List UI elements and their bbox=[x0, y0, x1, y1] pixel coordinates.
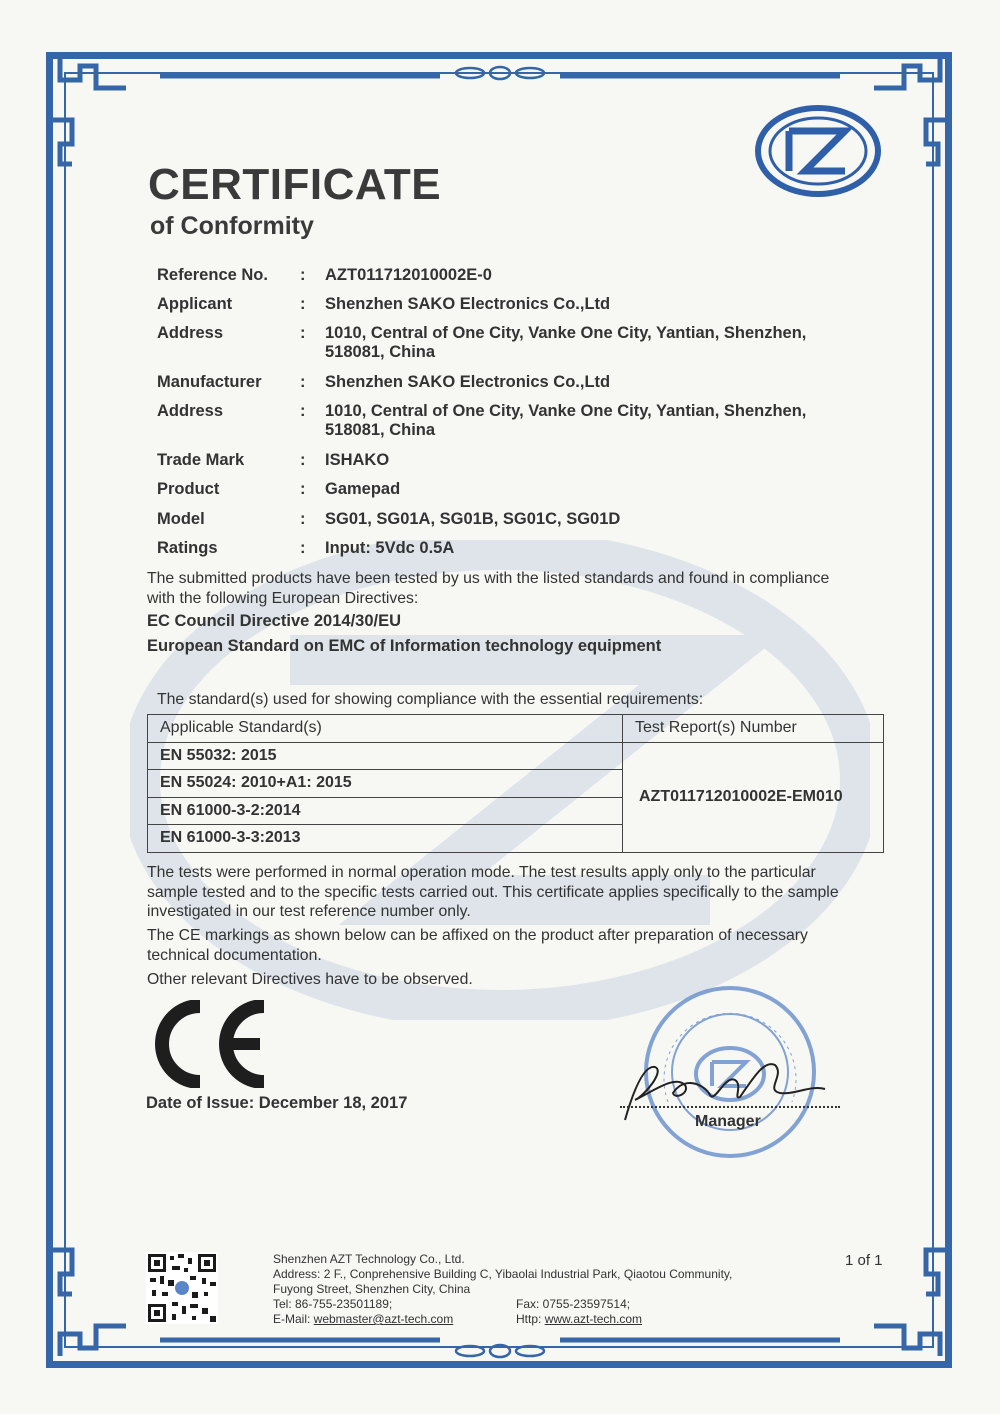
page-title: CERTIFICATE bbox=[148, 160, 442, 209]
compliance-line-2: with the following European Directives: bbox=[147, 589, 419, 607]
signature-line bbox=[620, 1106, 840, 1108]
field-separator: : bbox=[300, 402, 306, 420]
field-value: AZT011712010002E-0 bbox=[325, 266, 492, 284]
table-row bbox=[148, 742, 884, 770]
footer-fax: Fax: 0755-23597514; bbox=[516, 1297, 631, 1311]
note-line: investigated in our test reference number only. bbox=[147, 903, 471, 920]
field-value bbox=[325, 324, 845, 362]
ce-mark-icon bbox=[148, 1000, 274, 1088]
field-separator: : bbox=[300, 295, 306, 313]
field-label: Trade Mark bbox=[157, 451, 245, 469]
field-value: Shenzhen SAKO Electronics Co.,Ltd bbox=[325, 373, 611, 391]
field-value: Input: 5Vdc 0.5A bbox=[325, 539, 455, 557]
compliance-statement bbox=[147, 569, 887, 608]
standard-cell: EN 61000-3-3:2013 bbox=[148, 825, 623, 853]
footer-tel: Tel: 86-755-23501189; bbox=[273, 1297, 393, 1311]
field-value bbox=[325, 402, 845, 440]
field-separator: : bbox=[300, 480, 306, 498]
date-of-issue: Date of Issue: December 18, 2017 bbox=[146, 1094, 408, 1112]
table-header-row bbox=[148, 715, 884, 743]
address-line-2: 518081, China bbox=[325, 421, 436, 439]
field-separator: : bbox=[300, 539, 306, 557]
table-header-standards: Applicable Standard(s) bbox=[148, 715, 623, 743]
ce-notes bbox=[147, 926, 887, 965]
field-separator: : bbox=[300, 266, 306, 284]
email-link[interactable]: webmaster@azt-tech.com bbox=[313, 1312, 454, 1326]
field-label: Ratings bbox=[157, 539, 218, 557]
field-label: Address bbox=[157, 324, 224, 342]
field-separator: : bbox=[300, 373, 306, 391]
note-line: The tests were performed in normal operation mode. The test results apply only to the particular bbox=[147, 864, 816, 881]
email-label: E-Mail: bbox=[273, 1312, 314, 1326]
address-line-1: 1010, Central of One City, Vanke One City, Yantian, Shenzhen, bbox=[325, 402, 807, 420]
table-header-report: Test Report(s) Number bbox=[623, 715, 884, 743]
signatory-title: Manager bbox=[695, 1113, 761, 1130]
field-separator: : bbox=[300, 451, 306, 469]
field-label: Model bbox=[157, 510, 205, 528]
footer-address-1: Address: 2 F., Conprehensive Building C, Yibaolai Industrial Park, Qiaotou Community, bbox=[273, 1267, 733, 1281]
field-label: Address bbox=[157, 402, 224, 420]
footer-website bbox=[516, 1312, 642, 1326]
field-value: ISHAKO bbox=[325, 451, 390, 469]
website-link[interactable]: www.azt-tech.com bbox=[544, 1312, 643, 1326]
field-label: Applicant bbox=[157, 295, 233, 313]
address-line-2: 518081, China bbox=[325, 343, 436, 361]
test-notes bbox=[147, 863, 887, 922]
page-number: 1 of 1 bbox=[845, 1252, 883, 1269]
standard-title: European Standard on EMC of Information technology equipment bbox=[147, 637, 662, 655]
address-line-1: 1010, Central of One City, Vanke One City, Yantian, Shenzhen, bbox=[325, 324, 807, 342]
azt-logo-icon bbox=[755, 105, 881, 197]
footer-email bbox=[273, 1312, 453, 1326]
standards-intro: The standard(s) used for showing compliance with the essential requirements: bbox=[157, 691, 704, 708]
standard-cell: EN 61000-3-2:2014 bbox=[148, 797, 623, 825]
compliance-line-1: The submitted products have been tested by us with the listed standards and found in compliance bbox=[147, 570, 830, 587]
standard-cell: EN 55032: 2015 bbox=[148, 742, 623, 770]
footer-address-2: Fuyong Street, Shenzhen City, China bbox=[273, 1282, 471, 1296]
field-label: Manufacturer bbox=[157, 373, 262, 391]
note-line: technical documentation. bbox=[147, 946, 322, 964]
field-value: Shenzhen SAKO Electronics Co.,Ltd bbox=[325, 295, 611, 313]
directive: EC Council Directive 2014/30/EU bbox=[147, 612, 402, 630]
field-value: Gamepad bbox=[325, 480, 401, 498]
field-label: Reference No. bbox=[157, 266, 268, 284]
qr-code-icon bbox=[146, 1252, 218, 1324]
field-value: SG01, SG01A, SG01B, SG01C, SG01D bbox=[325, 510, 621, 528]
report-number-cell: AZT011712010002E-EM010 bbox=[623, 742, 884, 852]
footer-company: Shenzhen AZT Technology Co., Ltd. bbox=[273, 1252, 465, 1266]
field-separator: : bbox=[300, 510, 306, 528]
page-subtitle: of Conformity bbox=[150, 212, 314, 240]
standards-table bbox=[147, 714, 884, 853]
note-line: The CE markings as shown below can be affixed on the product after preparation of necessary bbox=[147, 927, 808, 944]
other-directives-note: Other relevant Directives have to be observed. bbox=[147, 971, 473, 988]
field-label: Product bbox=[157, 480, 220, 498]
field-separator: : bbox=[300, 324, 306, 342]
website-label: Http: bbox=[516, 1312, 545, 1326]
standard-cell: EN 55024: 2010+A1: 2015 bbox=[148, 770, 623, 798]
note-line: sample tested and to the specific tests carried out. This certificate applies specifically to the sample bbox=[147, 883, 839, 901]
